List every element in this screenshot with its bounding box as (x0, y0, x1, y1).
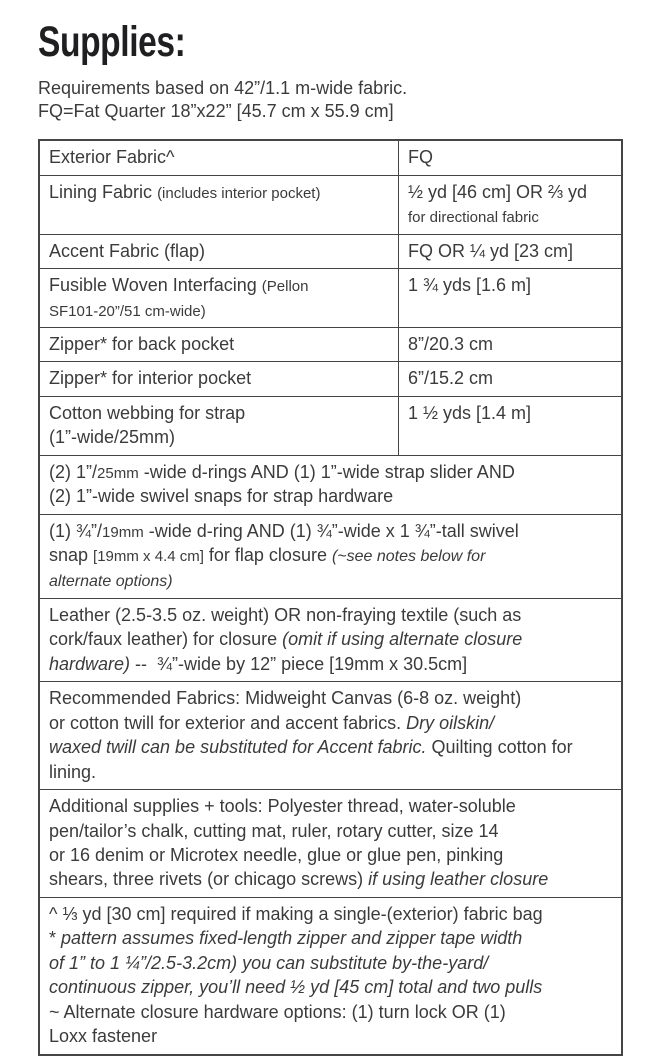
row-label (40, 328, 398, 361)
text-line (49, 951, 612, 975)
text-segment: FQ (408, 147, 433, 168)
text-segment: Recommended Fabrics: Midweight Canvas (6-8 oz. weight) (49, 688, 522, 709)
text-segment: (includes interior pocket) (157, 184, 321, 202)
text-segment: Zipper* for back pocket (49, 334, 235, 355)
table-row (40, 681, 621, 789)
text-line (408, 145, 612, 169)
requirements-note (38, 77, 623, 123)
table-row (40, 327, 621, 361)
text-segment: Quilting cotton for (426, 737, 573, 758)
text-line (49, 926, 612, 950)
row-label (40, 141, 398, 174)
text-line (49, 794, 612, 818)
row-content (40, 456, 621, 514)
text-segment: ~ Alternate closure hardware options: (1) turn lock OR (1) (49, 1001, 506, 1022)
text-segment: Fusible Woven Interfacing (49, 275, 262, 296)
text-line (49, 145, 389, 169)
row-value (398, 269, 621, 327)
text-segment: ^ ⅓ yd [30 cm] required if making a single-(exterior) fabric bag (49, 903, 543, 924)
text-line (49, 543, 612, 568)
table-row (40, 141, 621, 174)
page-title: Supplies: (38, 18, 186, 66)
table-row (40, 234, 621, 268)
text-line (408, 366, 612, 390)
text-segment: (1) ¾”/ (49, 520, 103, 541)
text-segment: Zipper* for interior pocket (49, 368, 252, 389)
text-segment: -wide d-ring AND (1) ¾”-wide x 1 ¾”-tall swivel (143, 520, 519, 541)
text-segment: lining. (49, 761, 97, 782)
supplies-table (38, 139, 623, 1056)
text-line (49, 603, 612, 627)
table-row (40, 268, 621, 327)
text-segment: Lining Fabric (49, 181, 158, 202)
text-line (49, 568, 612, 593)
row-value (398, 362, 621, 395)
text-line (49, 819, 612, 843)
text-line (49, 332, 389, 356)
text-segment: pen/tailor’s chalk, cutting mat, ruler, rotary cutter, size 14 (49, 820, 499, 841)
text-segment: if using leather closure (368, 869, 549, 890)
text-segment: alternate options) (49, 573, 173, 591)
text-segment: Exterior Fabric^ (49, 147, 175, 168)
text-segment: * (49, 928, 62, 949)
row-content (40, 682, 621, 789)
text-segment: Accent Fabric (flap) (49, 240, 206, 261)
text-line (49, 902, 612, 926)
row-label (40, 269, 398, 327)
text-segment: (omit if using alternate closure (282, 629, 523, 650)
row-content (40, 515, 621, 598)
text-segment: 1 ½ yds [1.4 m] (408, 402, 532, 423)
table-row (40, 175, 621, 234)
text-segment: or cotton twill for exterior and accent fabrics. (49, 712, 407, 733)
row-value (398, 235, 621, 268)
text-line (49, 519, 612, 543)
row-content (40, 790, 621, 897)
text-segment: cork/faux leather) for closure (49, 629, 283, 650)
text-line (49, 735, 612, 759)
table-row (40, 789, 621, 897)
text-segment: continuous zipper, you’ll need ½ yd [45 cm] total and two pulls (49, 977, 543, 998)
row-content (40, 898, 621, 1054)
text-segment: (1”-wide/25mm) (49, 427, 176, 448)
text-line (49, 652, 612, 676)
text-line (49, 760, 612, 784)
text-segment: shears, three rivets (or chicago screws) (49, 869, 369, 890)
text-segment: -- ¾”-wide by 12” piece [19mm x 30.5cm] (130, 653, 468, 674)
text-segment: (2) 1”/ (49, 461, 98, 482)
row-label (40, 397, 398, 455)
text-line (49, 975, 612, 999)
text-line (49, 686, 612, 710)
text-segment: for flap closure (203, 545, 332, 566)
text-segment: Leather (2.5-3.5 oz. weight) OR non-fraying textile (such as (49, 604, 522, 625)
text-segment: pattern assumes fixed-length zipper and zipper tape width (61, 928, 523, 949)
text-line (408, 204, 612, 228)
text-segment: 19mm (102, 523, 144, 541)
text-line (49, 180, 389, 204)
text-line (49, 1000, 612, 1024)
text-segment: ½ yd [46 cm] OR ⅔ yd (408, 181, 588, 202)
text-line (408, 239, 612, 263)
text-segment: for directional fabric (408, 209, 539, 227)
requirements-note-line2: FQ=Fat Quarter 18”x22” [45.7 cm x 55.9 cm] (38, 101, 394, 122)
row-value (398, 176, 621, 234)
text-segment: SF101-20”/51 cm-wide) (49, 302, 206, 320)
text-segment: Cotton webbing for strap (49, 402, 246, 423)
text-segment: Additional supplies + tools: Polyester thread, water-soluble (49, 796, 516, 817)
table-row (40, 361, 621, 395)
text-line (49, 484, 612, 508)
row-label (40, 235, 398, 268)
requirements-note-line1: Requirements based on 42”/1.1 m-wide fabric. (38, 78, 408, 99)
text-line (49, 366, 389, 390)
text-line (49, 401, 389, 425)
text-segment: 6”/15.2 cm (408, 368, 494, 389)
table-row (40, 514, 621, 598)
text-segment: [19mm x 4.4 cm] (93, 548, 204, 566)
text-segment: 25mm (97, 464, 139, 482)
row-value (398, 397, 621, 455)
text-line (49, 425, 389, 449)
text-segment: -wide d-rings AND (1) 1”-wide strap slider AND (138, 461, 515, 482)
text-segment: snap (49, 545, 94, 566)
table-row (40, 396, 621, 455)
table-row (40, 598, 621, 681)
text-segment: Loxx fastener (49, 1026, 158, 1047)
row-content (40, 599, 621, 681)
text-line (49, 1024, 612, 1048)
text-segment: hardware) (49, 653, 131, 674)
text-line (49, 711, 612, 735)
text-line (408, 273, 612, 297)
text-line (49, 627, 612, 651)
text-line (49, 843, 612, 867)
row-value (398, 141, 621, 174)
text-segment: waxed twill can be substituted for Accent fabric. (49, 737, 427, 758)
text-segment: FQ OR ¼ yd [23 cm] (408, 240, 574, 261)
text-segment: 8”/20.3 cm (408, 334, 494, 355)
text-segment: (Pellon (261, 278, 309, 296)
row-label (40, 362, 398, 395)
text-segment: (~see notes below for (331, 548, 486, 566)
table-row (40, 897, 621, 1054)
text-segment: Dry oilskin/ (406, 712, 495, 733)
row-label (40, 176, 398, 234)
text-line (49, 239, 389, 263)
text-line (49, 298, 389, 322)
text-line (49, 867, 612, 891)
text-line (49, 273, 389, 297)
row-value (398, 328, 621, 361)
text-line (408, 401, 612, 425)
table-row (40, 455, 621, 514)
text-segment: of 1” to 1 ¼”/2.5-3.2cm) you can substitute by-the-yard/ (49, 952, 489, 973)
text-line (408, 180, 612, 204)
text-line (408, 332, 612, 356)
text-segment: or 16 denim or Microtex needle, glue or glue pen, pinking (49, 845, 504, 866)
text-segment: 1 ¾ yds [1.6 m] (408, 275, 532, 296)
text-line (49, 460, 612, 484)
text-segment: (2) 1”-wide swivel snaps for strap hardware (49, 486, 394, 507)
